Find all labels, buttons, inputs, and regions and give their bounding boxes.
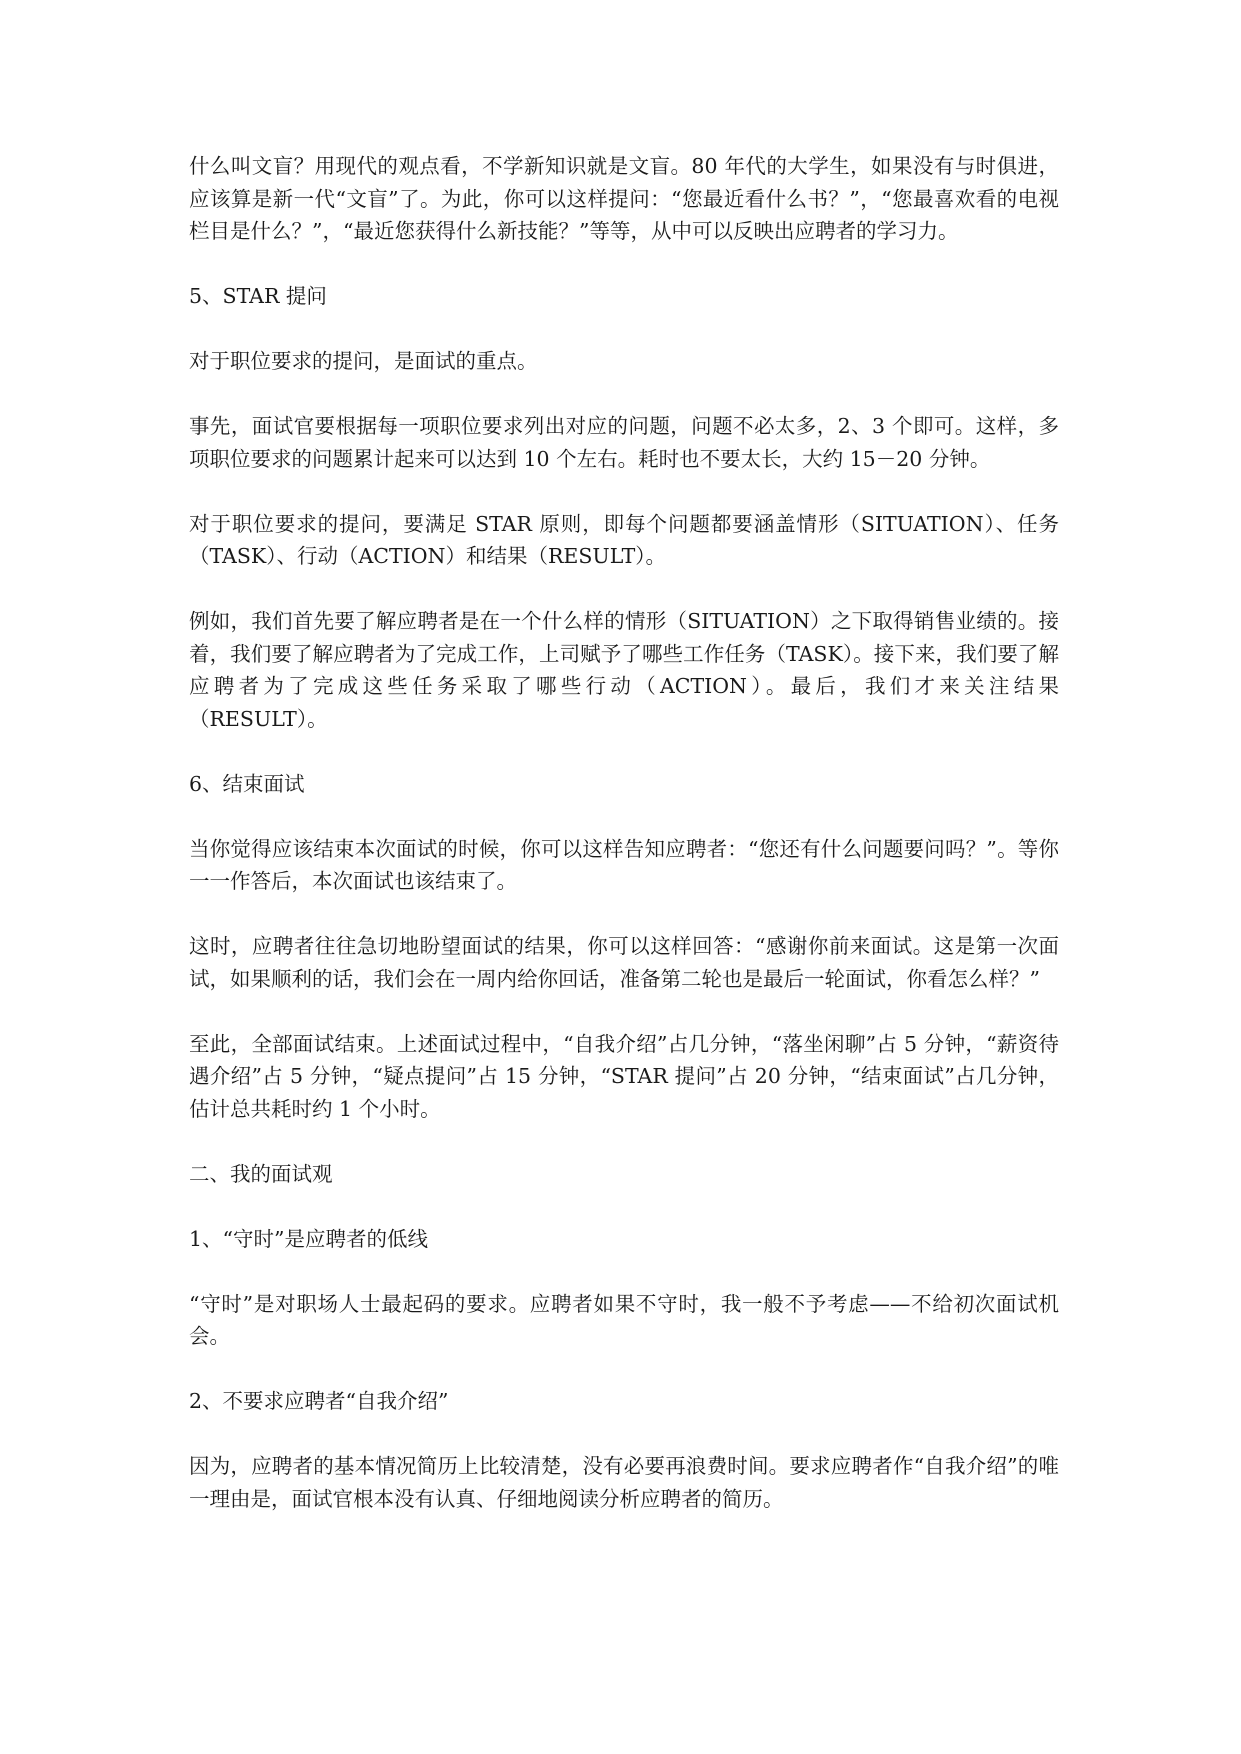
paragraph-job-requirements-focus: 对于职位要求的提问，是面试的重点。 [189,349,538,373]
paragraph-punctuality: “守时”是对职场人士最起码的要求。应聘者如果不守时，我一般不予考虑——不给初次面试机会。 [189,1291,1059,1348]
paragraph-star-principle: 对于职位要求的提问，要满足 STAR 原则，即每个问题都要涵盖情形（SITUATION）、任务（TASK）、行动（ACTION）和结果（RESULT）。 [189,511,1059,568]
heading-my-interview-view: 二、我的面试观 [189,1161,333,1186]
heading-star-questions: 5、STAR 提问 [189,284,327,308]
document-body [189,150,1059,1548]
heading-no-self-intro: 2、不要求应聘者“自我介绍” [189,1389,449,1413]
paragraph-literacy: 什么叫文盲？用现代的观点看，不学新知识就是文盲。80 年代的大学生，如果没有与时俱进，应该算是新一代“文盲”了。为此，你可以这样提问：“您最近看什么书？”，“您最喜欢看的电视栏目是什么？”，“最近您获得什么新技能？”等等，从中可以反映出应聘者的学习力。 [189,154,1059,243]
paragraph-reply-result: 这时，应聘者往往急切地盼望面试的结果，你可以这样回答：“感谢你前来面试。这是第一次面试，如果顺利的话，我们会在一周内给你回话，准备第二轮也是最后一轮面试，你看怎么样？” [189,934,1059,991]
paragraph-end-question: 当你觉得应该结束本次面试的时候，你可以这样告知应聘者：“您还有什么问题要问吗？”。等你一一作答后，本次面试也该结束了。 [189,836,1059,893]
heading-end-interview: 6、结束面试 [189,771,305,796]
paragraph-prepare-questions: 事先，面试官要根据每一项职位要求列出对应的问题，问题不必太多，2、3 个即可。这样，多项职位要求的问题累计起来可以达到 10 个左右。耗时也不要太长，大约 15－20 分钟。 [189,414,1059,471]
heading-punctuality: 1、“守时”是应聘者的低线 [189,1226,429,1251]
paragraph-star-example: 例如，我们首先要了解应聘者是在一个什么样的情形（SITUATION）之下取得销售业绩的。接着，我们要了解应聘者为了完成工作，上司赋予了哪些工作任务（TASK）。接下来，我们要了解应聘者为了完成这些任务采取了哪些行动（ACTION）。最后，我们才来关注结果（RESULT）。 [189,609,1059,731]
paragraph-time-summary: 至此，全部面试结束。上述面试过程中，“自我介绍”占几分钟，“落坐闲聊”占 5 分钟，“薪资待遇介绍”占 5 分钟，“疑点提问”占 15 分钟，“STAR 提问”占 20 分钟，“结束面试”占几分钟，估计总共耗时约 1 个小时。 [189,1031,1059,1121]
paragraph-no-self-intro: 因为，应聘者的基本情况简历上比较清楚，没有必要再浪费时间。要求应聘者作“自我介绍”的唯一理由是，面试官根本没有认真、仔细地阅读分析应聘者的简历。 [189,1454,1059,1511]
